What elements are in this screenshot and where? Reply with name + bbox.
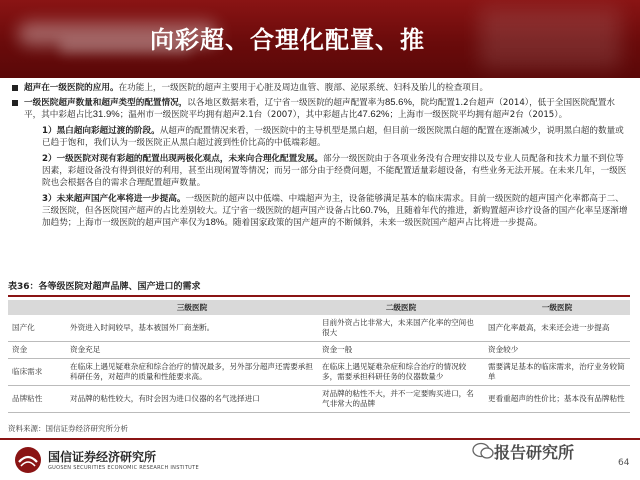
bullet-square-icon	[12, 85, 18, 91]
table-row	[8, 342, 630, 359]
row-label: 资金	[8, 342, 66, 359]
table-cell: 在临床上遇见疑难杂症和综合治疗的情况最多，另外部分超声还需要承担科研任务，对超声的质量和性能要求高。	[66, 359, 318, 386]
row-label: 国产化	[8, 315, 66, 342]
row-label: 品牌粘性	[8, 386, 66, 413]
stat-value: 85.6%	[384, 97, 412, 108]
table-cell: 资金充足	[66, 342, 318, 359]
header-cell: 三级医院	[66, 300, 318, 315]
table-cell: 国产化率最高，未来还会进一步提高	[484, 315, 630, 342]
body-text	[8, 82, 630, 229]
source-note: 资料来源：国信证券经济研究所分析	[8, 424, 128, 433]
bullet-lead: 超声在一级医院的应用。	[24, 83, 119, 93]
table-cell: 目前外资占比非常大，未来国产化率的空间也很大	[318, 315, 484, 342]
table-row	[8, 386, 630, 413]
table-cell: 对品牌的粘性不大，并不一定要购买进口，名气非常大的品牌	[318, 386, 484, 413]
sub-text: 。随着国家政策的国产超声的不断倾斜，未来一级医院国产超声占比将进一步提高。	[224, 218, 543, 228]
sub-text: 部分一级医院由于各项业务没有合理安排以及专业人员配备和技术力量不到位等因素，彩超设备没有得到很好的利用，甚至出现闲置等情况；而另一部分由于经费问题，不能配置适量彩超设备，有些业务无法开展。在未来几年，一级医院也会根据各自的需求合理配置超声数量。	[42, 154, 627, 188]
wechat-icon	[472, 442, 494, 460]
header-cell: 二级医院	[318, 300, 484, 315]
sub-lead: 3）未来超声国产化率将进一步提高。	[42, 194, 186, 204]
watermark-text: 报告研究所	[494, 443, 575, 462]
bullet-text: ，院均配置1.2台超声（2014），低于全国医院配置水平，其中彩超占比	[24, 98, 616, 120]
stat-value: 18%	[205, 217, 225, 228]
table-cell: 需要满足基本的临床需求，治疗业务较简单	[484, 359, 630, 386]
company-name-en: GUOSEN SECURITIES ECONOMIC RESEARCH INSTITUTE	[48, 465, 199, 471]
row-label: 临床需求	[8, 359, 66, 386]
sub-text: 从超声的配置情况来看，一级医院中的主导机型是黑白超，但目前一级医院黑白超的配置在逐渐减少，说明黑白超的数量或已趋于饱和，我们认为一级医院正从黑白超过渡到性价比高的中低端彩超。	[42, 126, 624, 148]
sub-paragraph-3	[8, 193, 630, 229]
header-cell: 一级医院	[484, 300, 630, 315]
table-cell: 在临床上遇见疑难杂症和综合治疗的情况较多，需要承担科研任务的仪器数量少	[318, 359, 484, 386]
sub-paragraph-1	[8, 125, 630, 149]
table-header-row	[8, 300, 630, 315]
guosen-logo-icon	[14, 446, 42, 474]
sub-paragraph-2	[8, 153, 630, 189]
bullet-text: 以各地区数据来看，辽宁省一级医院的超声配置率为	[187, 98, 385, 108]
table-row	[8, 315, 630, 342]
page-number: 64	[618, 458, 630, 468]
banner-highlight	[480, 8, 620, 68]
sub-text: ，且随着年代的推进，新购置超声诊疗设备的国产化率呈逐渐增加趋势；上海市一级医院的超声国产率仅为	[42, 206, 628, 228]
table-cell: 更看重超声的性价比；基本没有品牌粘性	[484, 386, 630, 413]
stat-value: 60.7%	[359, 205, 387, 216]
bullet-paragraph	[8, 97, 630, 121]
stat-value: 31.9%	[92, 109, 120, 120]
title-banner	[0, 0, 640, 78]
bullet-paragraph	[8, 82, 630, 94]
sub-lead: 2）一级医院对现有彩超的配置出现两极化观点，未来向合理化配置发展。	[42, 154, 323, 164]
table-cell: 外资进入时间较早，基本被国外厂商垄断。	[66, 315, 318, 342]
bullet-text: 在功能上，一级医院的超声主要用于心脏及周边血管、腹部、泌尿系统、妇科及胎儿的检查项目。	[118, 83, 489, 93]
sub-lead: 1）黑白超向彩超过渡的阶段。	[42, 126, 160, 136]
header-cell	[8, 300, 66, 315]
bullet-text: ；温州市一级医院平均拥有超声2.1台（2007），其中彩超占比	[119, 110, 358, 120]
table-cell: 资金一般	[318, 342, 484, 359]
bullet-text: ；上海市一级医院平均拥有超声2台（2015）。	[389, 110, 568, 120]
table-cell: 对品牌的粘性较大，有时会因为进口仪器的名气选择进口	[66, 386, 318, 413]
stat-value: 47.62%	[357, 109, 390, 120]
slide-title: 向彩超、合理化配置、推	[150, 26, 425, 54]
table-row	[8, 359, 630, 386]
company-name: 国信证券经济研究所	[48, 450, 157, 464]
table-cell: 资金较少	[484, 342, 630, 359]
bullet-square-icon	[12, 100, 18, 106]
comparison-table	[8, 300, 630, 413]
bullet-lead: 一级医院超声数量和超声类型的配置情况，	[24, 98, 188, 108]
sub-text: 一级医院的超声以中低端、中端超声为主，设备能够满足基本的临床需求。目前一级医院的超声国产化率都高于二、三级医院，但各医院国产超声的占比差别较大。辽宁省一级医院的超声国产设备占比	[42, 194, 624, 216]
table-title: 表36：各等级医院对超声品牌、国产进口的需求	[8, 279, 630, 297]
